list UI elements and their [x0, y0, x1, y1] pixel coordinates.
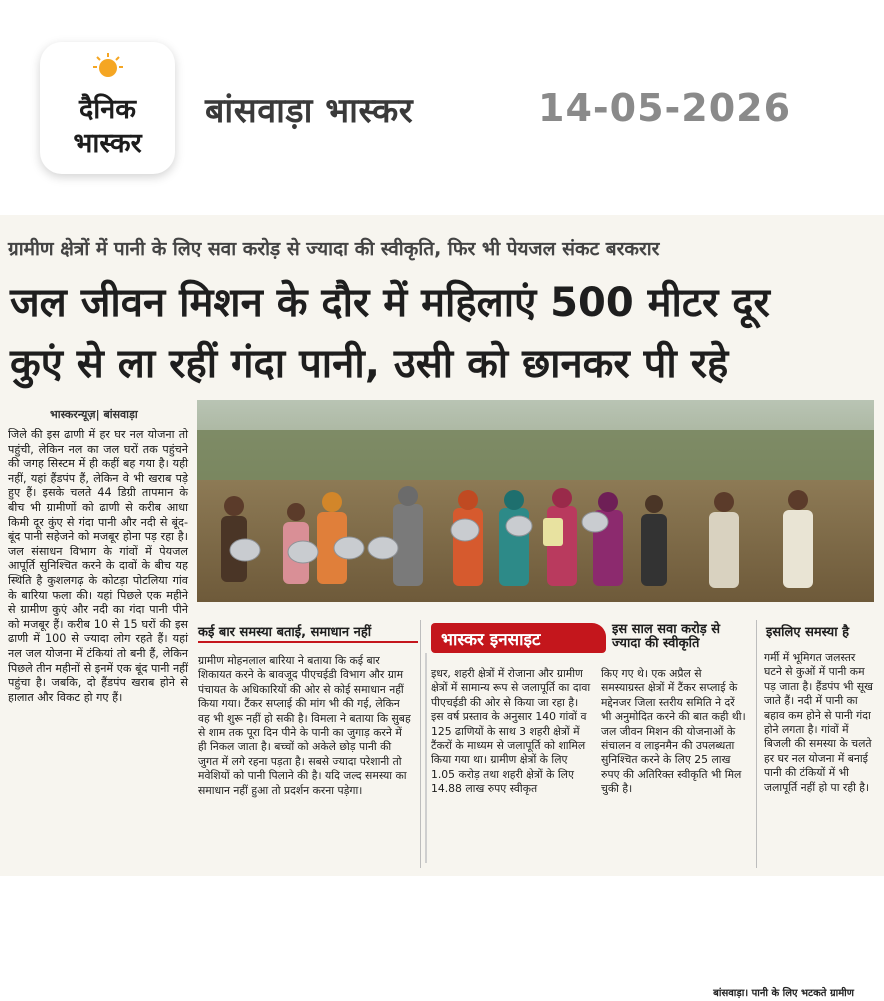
- headline-line-1: जल जीवन मिशन के दौर में महिलाएं 500 मीटर दूर: [10, 280, 770, 326]
- edition-date: 14-05-2026: [538, 86, 792, 130]
- insight-text: इधर, शहरी क्षेत्रों में रोजाना और ग्रामीण क्षेत्रों में सामान्य रूप से जलापूर्ति का दावा पीएचईडी की ओर से किया जा रहा है। इस वर्ष प्रस्ताव के अनुसार 140 गांवों व 125 ढाणियों के साथ 3 शहरी क्षेत्रों में टैंकरों के माध्यम से जलापूर्ति को शामिल किया गया था। ग्रामीण क्षेत्रों के लिए 1.05 करोड़ तथा शहरी क्षेत्रों के लिए 14.88 लाख रुपए स्वीकृत: [431, 667, 591, 796]
- complaints-text: ग्रामीण मोहनलाल बारिया ने बताया कि कई बार शिकायत करने के बावजूद पीएचईडी विभाग और ग्राम पंचायत के अधिकारियों की ओर से कोई समाधान नहीं किया गया। टैंकर सप्लाई की मांग भी की गई, लेकिन वह भी शुरू नहीं हो सकी है। विमला ने बताया कि सुबह से शाम तक पूरा दिन पीने के पानी का जुगाड़ करने में ही निकल जाता है। बच्चों को अकेले छोड़ पानी की जुगत में लगे रहना पड़ता है। सबसे ज्यादा परेशानी तो मवेशियों को पानी पिलाने की है। यदि जल्द समस्या का समाधान नहीं हुआ तो प्रदर्शन करना पड़ेगा।: [198, 654, 411, 797]
- subhead-reason: इसलिए समस्या है: [766, 625, 850, 640]
- photo-caption: बांसवाड़ा। पानी के लिए भटकते ग्रामीण: [707, 983, 860, 1001]
- sun-icon: [93, 52, 123, 82]
- reason-text: गर्मी में भूमिगत जलस्तर घटने से कुओं में पानी कम पड़ जाता है। हैंडपंप भी सूख जाते हैं। नदी में पानी का बहाव कम होने से पानी गंदा होने लगता है। गांवों में बिजली की समस्या के चलते हर घर नल योजना में बनाई पानी की टंकियों में भी जलापूर्ति नहीं हो पा रही है।: [764, 651, 873, 794]
- article-kicker: ग्रामीण क्षेत्रों में पानी के लिए सवा करोड़ से ज्यादा की स्वीकृति, फिर भी पेयजल संकट बरकरार: [8, 238, 660, 260]
- page-header: [0, 0, 884, 215]
- logo-line-1: दैनिक: [78, 94, 137, 125]
- villagers-photo-illustration: [197, 400, 874, 602]
- bhaskar-insight-badge: भास्कर इनसाइट: [431, 623, 606, 653]
- headline-line-2: कुएं से ला रहीं गंदा पानी, उसी को छानकर पी रहे: [10, 341, 729, 387]
- subhead-complaints: कई बार समस्या बताई, समाधान नहीं: [198, 626, 418, 643]
- dainik-bhaskar-logo[interactable]: [40, 42, 175, 174]
- column-divider: [420, 620, 421, 868]
- left-column-text: जिले की इस ढाणी में हर घर नल योजना तो पहुंची, लेकिन नल का जल घरों तक पहुंचने की जगह सिस्टम में ही कहीं बह गया है। यही नहीं, यहां हैंडपंप हैं, लेकिन वे भी खराब पड़े हुए हैं। इसके चलते 44 डिग्री तापमान के बीच भी ग्रामीणों को ढाणी से करीब आधा किमी दूर कुंए से गंदा पानी और नदी से बूंद-बूंद पानी सहेजने को मजबूर होना पड़ रहा है। जल संसाधन विभाग के गांवों में पेयजल आपूर्ति सुनिश्चित करने के दावों के बीच यह स्थिति है कुशलगढ़ के कोटड़ा पोटलिया गांव के बारिया फला की। यहां पिछले एक महीने से ग्रामीण कुएं और नदी का गंदा पानी पीने को मजबूर हैं। करीब 10 से 15 घरों की इस ढाणी में 100 से ज्यादा लोग रहते हैं। यहां नल जल योजना में टंकियां तो बनी हैं, लेकिन पिछले तीन महीनों से इनमें एक बूंद पानी नहीं पहुंचा है। जबकि, दो हैंडपंप खराब होने से हालात और विकट हो गए हैं।: [8, 428, 188, 704]
- logo-line-2: भास्कर: [73, 128, 142, 159]
- approval-text: किए गए थे। एक अप्रैल से समस्याग्रस्त क्षेत्रों में टैंकर सप्लाई के मद्देनजर जिला स्तरीय समिति ने दरें भी अनुमोदित करने की बात कही थी। जल जीवन मिशन की योजनाओं के संचालन व लाइनमैन की उपलब्धता सुनिश्चित करने के लिए 25 लाख रुपए की अतिरिक्त स्वीकृति भी मिल चुकी है।: [601, 667, 746, 796]
- column-divider: [756, 620, 757, 868]
- byline: भास्करन्यूज़| बांसवाड़ा: [50, 408, 138, 421]
- edition-title: बांसवाड़ा भास्कर: [205, 91, 414, 131]
- insight-divider: [425, 653, 427, 863]
- subhead-approval: इस साल सवा करोड़ से ज्यादा की स्वीकृति: [612, 622, 721, 652]
